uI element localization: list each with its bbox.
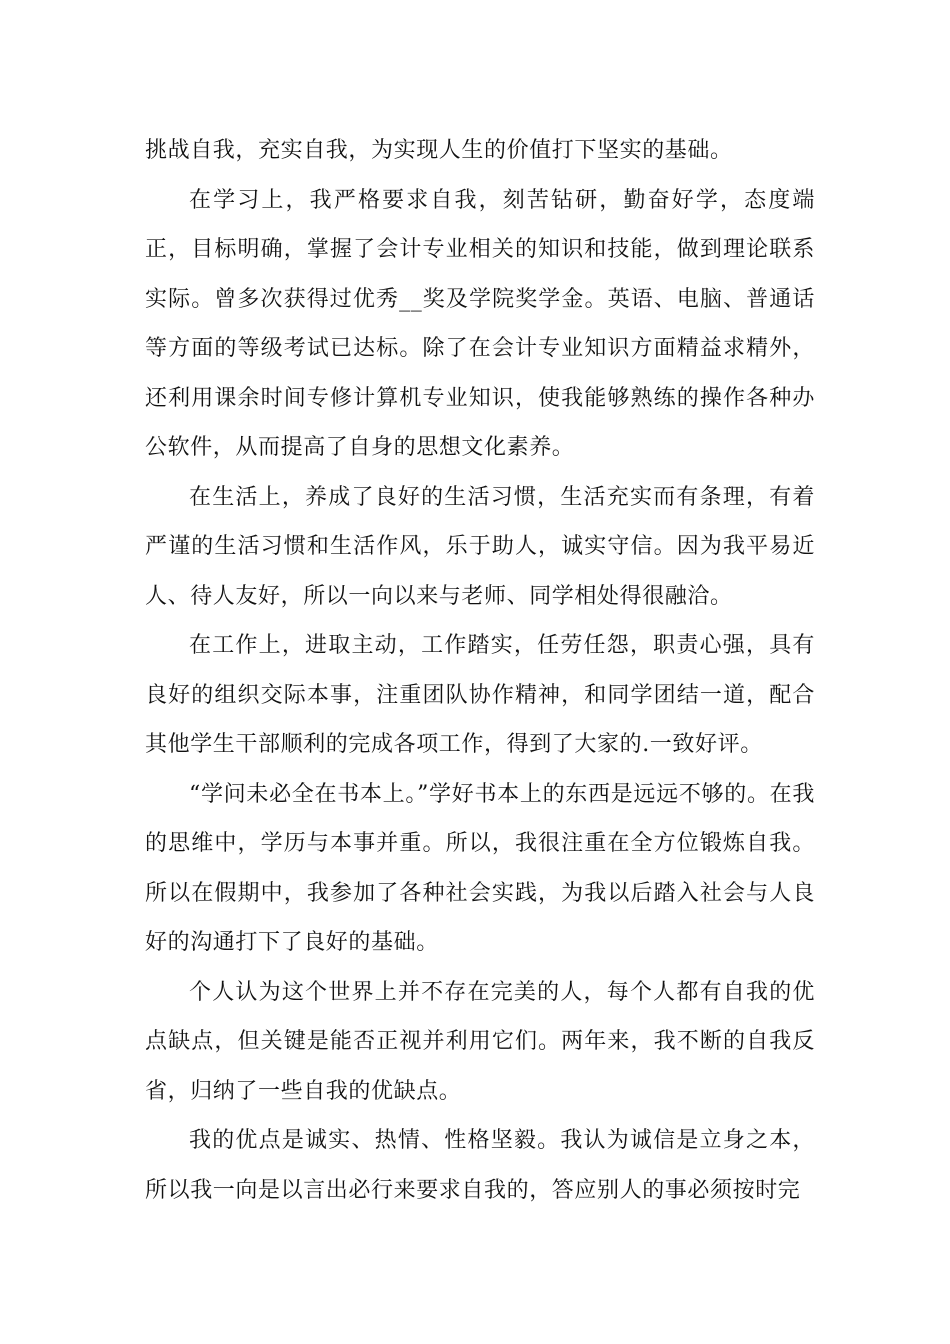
paragraph-work: 在工作上，进取主动，工作踏实，任劳任怨，职责心强，具有良好的组织交际本事，注重团队协作精神，和同学团结一道，配合其他学生干部顺利的完成各项工作，得到了大家的.一致好评。 [145,633,815,757]
paragraph-continuation: 挑战自我，充实自我，为实现人生的价值打下坚实的基础。 [145,138,733,163]
document-body [145,126,815,1215]
paragraph-strengths: 我的优点是诚实、热情、性格坚毅。我认为诚信是立身之本，所以我一向是以言出必行来要求自我的，答应别人的事必须按时完 [145,1128,815,1203]
paragraph-life: 在生活上，养成了良好的生活习惯，生活充实而有条理，有着严谨的生活习惯和生活作风，乐于助人，诚实守信。因为我平易近人、待人友好，所以一向以来与老师、同学相处得很融洽。 [145,484,815,609]
paragraph-self-reflection: 个人认为这个世界上并不存在完美的人，每个人都有自我的优点缺点，但关键是能否正视并利用它们。两年来，我不断的自我反省，归纳了一些自我的优缺点。 [145,979,815,1104]
paragraph-practice: “学问未必全在书本上。”学好书本上的东西是远远不够的。在我的思维中，学历与本事并重。所以，我很注重在全方位锻炼自我。所以在假期中，我参加了各种社会实践，为我以后踏入社会与人良好的沟通打下了良好的基础。 [145,781,815,955]
paragraph-study: 在学习上，我严格要求自我，刻苦钻研，勤奋好学，态度端正，目标明确，掌握了会计专业相关的知识和技能，做到理论联系实际。曾多次获得过优秀__奖及学院奖学金。英语、电脑、普通话等方面的等级考试已达标。除了在会计专业知识方面精益求精外，还利用课余时间专修计算机专业知识，使我能够熟练的操作各种办公软件，从而提高了自身的思想文化素养。 [145,187,815,460]
